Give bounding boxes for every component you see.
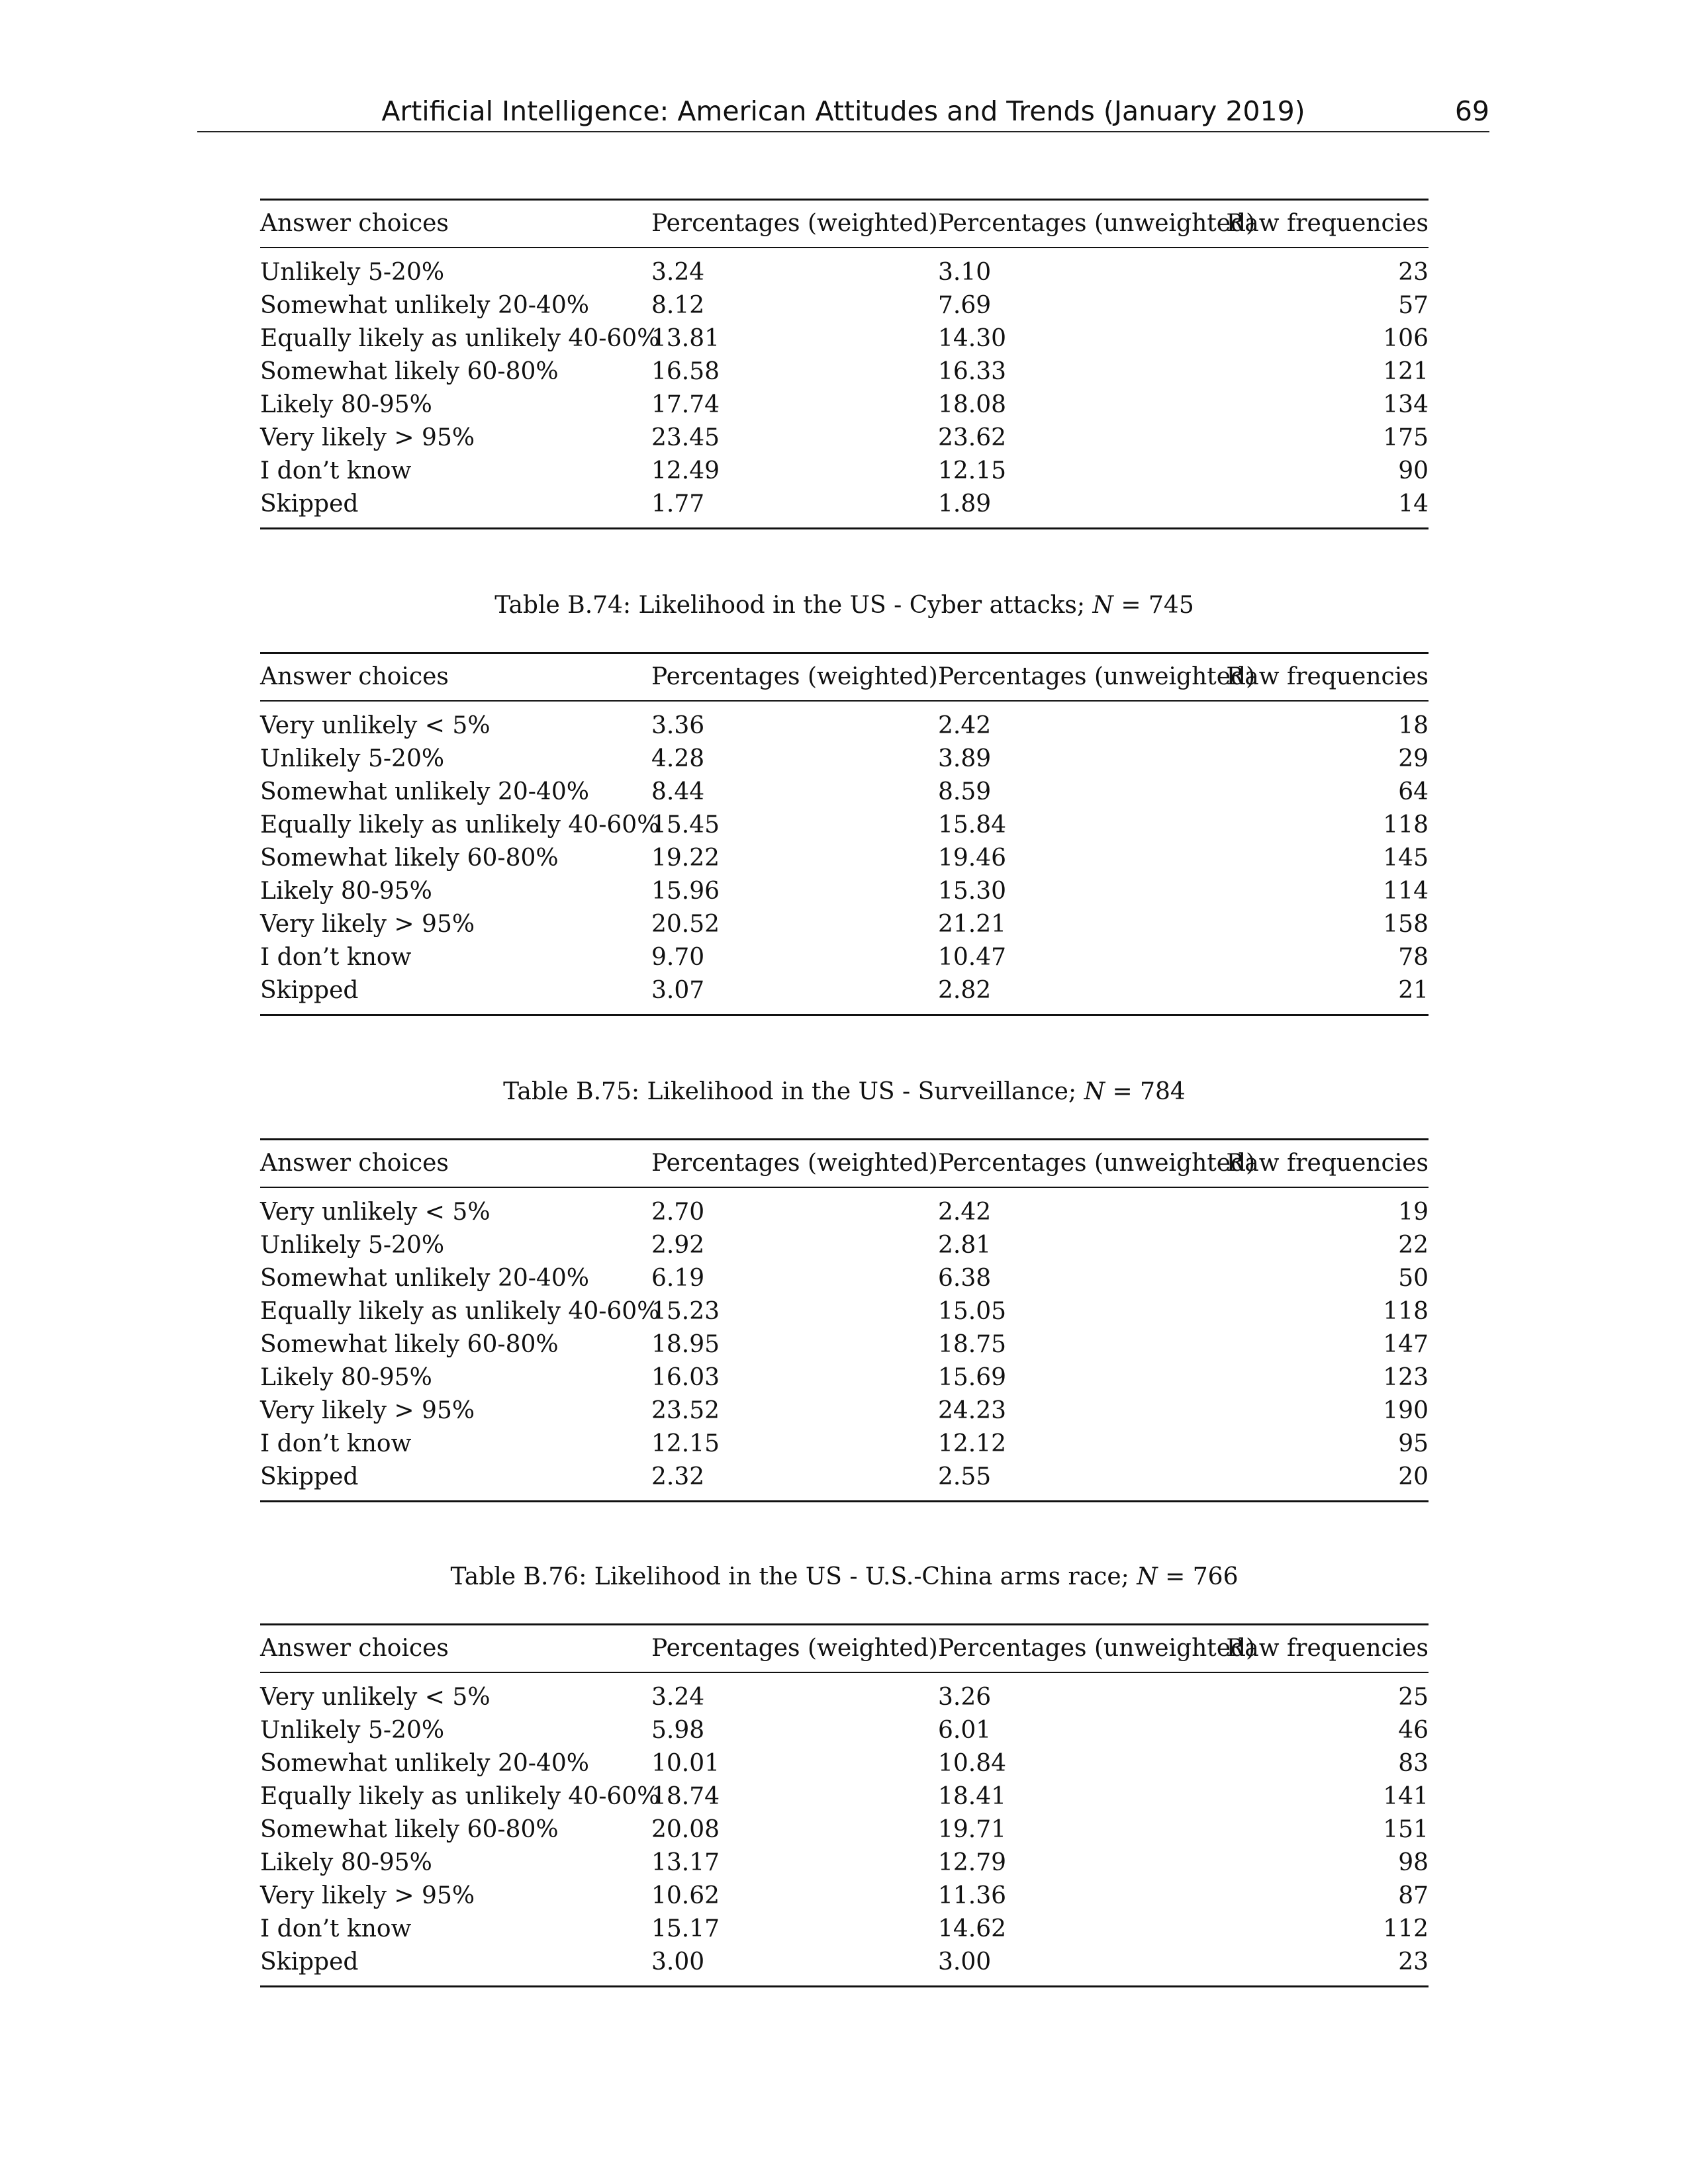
table-cell: 23.52 bbox=[651, 1397, 720, 1424]
table-cell: 25 bbox=[1398, 1684, 1429, 1711]
table-row bbox=[260, 1946, 1429, 1979]
table-cell: 23 bbox=[1398, 1948, 1429, 1976]
table-cell: 13.17 bbox=[651, 1849, 720, 1876]
table-cell: 12.49 bbox=[651, 457, 720, 484]
table-cell: 19 bbox=[1398, 1199, 1429, 1226]
table-row bbox=[260, 1780, 1429, 1813]
table-row bbox=[260, 875, 1429, 908]
table-row bbox=[260, 256, 1429, 289]
table-row bbox=[260, 1461, 1429, 1494]
table-cell: 5.98 bbox=[651, 1717, 705, 1744]
table-cell: 95 bbox=[1398, 1430, 1429, 1457]
table-cell: 15.17 bbox=[651, 1915, 720, 1942]
table-cell: 145 bbox=[1383, 844, 1429, 872]
table-cell: Somewhat likely 60-80% bbox=[260, 1331, 559, 1358]
table-cell: 151 bbox=[1383, 1816, 1429, 1843]
table-cell: 23 bbox=[1398, 259, 1429, 286]
table-cell: 12.15 bbox=[938, 457, 1007, 484]
header-row bbox=[260, 201, 1429, 247]
table-cell: 9.70 bbox=[651, 944, 705, 971]
table-cell: Somewhat unlikely 20-40% bbox=[260, 778, 589, 805]
table-row bbox=[260, 974, 1429, 1007]
page-number: 69 bbox=[1454, 95, 1489, 127]
table-cell: 1.77 bbox=[651, 490, 705, 518]
table-cell: 15.84 bbox=[938, 811, 1007, 839]
table-cell: 83 bbox=[1398, 1750, 1429, 1777]
table-body bbox=[260, 1673, 1429, 1985]
page-header bbox=[197, 91, 1489, 132]
column-header: Answer choices bbox=[260, 1150, 449, 1177]
table-row bbox=[260, 1747, 1429, 1780]
table-row bbox=[260, 1880, 1429, 1913]
table-cell: Somewhat likely 60-80% bbox=[260, 1816, 559, 1843]
table-row bbox=[260, 709, 1429, 743]
table-cell: 3.26 bbox=[938, 1684, 992, 1711]
table-cell: 14 bbox=[1398, 490, 1429, 518]
table-cell: 12.12 bbox=[938, 1430, 1007, 1457]
table-cell: Somewhat unlikely 20-40% bbox=[260, 1265, 589, 1292]
table-cell: 190 bbox=[1383, 1397, 1429, 1424]
table-row bbox=[260, 941, 1429, 974]
table-cell: 19.71 bbox=[938, 1816, 1007, 1843]
table-row bbox=[260, 1229, 1429, 1262]
table-cell: Very likely > 95% bbox=[260, 1882, 475, 1909]
column-header: Percentages (weighted) bbox=[651, 210, 938, 237]
column-header: Raw frequencies bbox=[1226, 663, 1429, 690]
table-cell: Unlikely 5-20% bbox=[260, 745, 445, 772]
table-cell: 3.00 bbox=[651, 1948, 705, 1976]
table-cell: 141 bbox=[1383, 1783, 1429, 1810]
bottom-rule bbox=[260, 1014, 1429, 1016]
table-cell: 24.23 bbox=[938, 1397, 1007, 1424]
table-row bbox=[260, 1394, 1429, 1428]
table-cell: 64 bbox=[1398, 778, 1429, 805]
table-cell: 46 bbox=[1398, 1717, 1429, 1744]
table-cell: 123 bbox=[1383, 1364, 1429, 1391]
header-row bbox=[260, 1625, 1429, 1672]
table-cell: 175 bbox=[1383, 424, 1429, 451]
column-header: Percentages (weighted) bbox=[651, 1150, 938, 1177]
column-header: Percentages (unweighted) bbox=[938, 1635, 1256, 1662]
bottom-rule bbox=[260, 527, 1429, 529]
table-row bbox=[260, 908, 1429, 941]
table-cell: 118 bbox=[1383, 811, 1429, 839]
table-cell: Equally likely as unlikely 40-60% bbox=[260, 325, 660, 352]
table-cell: Likely 80-95% bbox=[260, 878, 432, 905]
table-cell: Somewhat likely 60-80% bbox=[260, 844, 559, 872]
table-cell: 6.01 bbox=[938, 1717, 992, 1744]
table-cell: 13.81 bbox=[651, 325, 720, 352]
table-cell: 3.89 bbox=[938, 745, 992, 772]
table-cell: 114 bbox=[1383, 878, 1429, 905]
table-caption-b75: Table B.75: Likelihood in the US - Surveillance; N = 784 bbox=[503, 1078, 1186, 1105]
table-cell: 22 bbox=[1398, 1232, 1429, 1259]
table-cell: 15.96 bbox=[651, 878, 720, 905]
table-cell: 3.36 bbox=[651, 712, 705, 739]
table-cell: Very likely > 95% bbox=[260, 424, 475, 451]
table-cell: 2.42 bbox=[938, 1199, 992, 1226]
table-cell: 121 bbox=[1383, 358, 1429, 385]
table-cell: 4.28 bbox=[651, 745, 705, 772]
bottom-rule bbox=[260, 1500, 1429, 1502]
table-cell: 15.05 bbox=[938, 1298, 1007, 1325]
table-cell: 15.23 bbox=[651, 1298, 720, 1325]
data-table-continued bbox=[260, 199, 1429, 529]
table-cell: I don’t know bbox=[260, 457, 412, 484]
table-cell: 112 bbox=[1383, 1915, 1429, 1942]
table-cell: Very unlikely < 5% bbox=[260, 1199, 491, 1226]
table-cell: 29 bbox=[1398, 745, 1429, 772]
table-row bbox=[260, 422, 1429, 455]
table-cell: 19.46 bbox=[938, 844, 1007, 872]
table-row bbox=[260, 355, 1429, 388]
table-row bbox=[260, 1328, 1429, 1361]
table-row bbox=[260, 1295, 1429, 1328]
table-cell: 6.19 bbox=[651, 1265, 705, 1292]
table-cell: 18.74 bbox=[651, 1783, 720, 1810]
data-table-b76 bbox=[260, 1623, 1429, 1987]
table-cell: Likely 80-95% bbox=[260, 391, 432, 418]
table-cell: 8.59 bbox=[938, 778, 992, 805]
table-row bbox=[260, 809, 1429, 842]
table-cell: 15.69 bbox=[938, 1364, 1007, 1391]
table-cell: Somewhat unlikely 20-40% bbox=[260, 292, 589, 319]
table-cell: Skipped bbox=[260, 1463, 359, 1490]
table-cell: Unlikely 5-20% bbox=[260, 259, 445, 286]
table-cell: 23.62 bbox=[938, 424, 1007, 451]
column-header: Percentages (unweighted) bbox=[938, 210, 1256, 237]
header-row bbox=[260, 1140, 1429, 1187]
table-row bbox=[260, 455, 1429, 488]
table-row bbox=[260, 322, 1429, 355]
table-cell: 20.52 bbox=[651, 911, 720, 938]
table-cell: Likely 80-95% bbox=[260, 1364, 432, 1391]
column-header: Answer choices bbox=[260, 210, 449, 237]
table-cell: 87 bbox=[1398, 1882, 1429, 1909]
table-cell: 14.62 bbox=[938, 1915, 1007, 1942]
column-header: Answer choices bbox=[260, 1635, 449, 1662]
table-cell: 7.69 bbox=[938, 292, 992, 319]
column-header: Percentages (unweighted) bbox=[938, 1150, 1256, 1177]
table-cell: 2.92 bbox=[651, 1232, 705, 1259]
table-cell: 3.10 bbox=[938, 259, 992, 286]
table-cell: 8.12 bbox=[651, 292, 705, 319]
table-cell: 3.24 bbox=[651, 259, 705, 286]
table-body bbox=[260, 702, 1429, 1014]
table-cell: Very likely > 95% bbox=[260, 911, 475, 938]
column-header: Percentages (weighted) bbox=[651, 663, 938, 690]
table-cell: 78 bbox=[1398, 944, 1429, 971]
table-cell: Unlikely 5-20% bbox=[260, 1717, 445, 1744]
table-cell: Equally likely as unlikely 40-60% bbox=[260, 811, 660, 839]
table-cell: 12.15 bbox=[651, 1430, 720, 1457]
table-cell: Likely 80-95% bbox=[260, 1849, 432, 1876]
table-cell: 12.79 bbox=[938, 1849, 1007, 1876]
table-cell: 2.81 bbox=[938, 1232, 992, 1259]
table-cell: Very unlikely < 5% bbox=[260, 712, 491, 739]
table-cell: 2.55 bbox=[938, 1463, 992, 1490]
table-cell: 2.32 bbox=[651, 1463, 705, 1490]
table-row bbox=[260, 776, 1429, 809]
table-cell: 90 bbox=[1398, 457, 1429, 484]
table-cell: Very unlikely < 5% bbox=[260, 1684, 491, 1711]
table-row bbox=[260, 842, 1429, 875]
table-cell: 20 bbox=[1398, 1463, 1429, 1490]
table-cell: 1.89 bbox=[938, 490, 992, 518]
table-cell: 15.45 bbox=[651, 811, 720, 839]
table-cell: 11.36 bbox=[938, 1882, 1007, 1909]
table-cell: 18.08 bbox=[938, 391, 1007, 418]
table-cell: 17.74 bbox=[651, 391, 720, 418]
table-cell: 3.24 bbox=[651, 1684, 705, 1711]
table-cell: 6.38 bbox=[938, 1265, 992, 1292]
table-caption-b74: Table B.74: Likelihood in the US - Cyber attacks; N = 745 bbox=[494, 592, 1194, 619]
table-cell: 3.00 bbox=[938, 1948, 992, 1976]
table-cell: I don’t know bbox=[260, 1915, 412, 1942]
table-cell: I don’t know bbox=[260, 1430, 412, 1457]
column-header: Raw frequencies bbox=[1226, 210, 1429, 237]
column-header: Percentages (unweighted) bbox=[938, 663, 1256, 690]
table-cell: 21.21 bbox=[938, 911, 1007, 938]
table-cell: 3.07 bbox=[651, 977, 705, 1004]
table-cell: 23.45 bbox=[651, 424, 720, 451]
table-body bbox=[260, 248, 1429, 527]
table-cell: 147 bbox=[1383, 1331, 1429, 1358]
table-cell: 10.01 bbox=[651, 1750, 720, 1777]
table-cell: 2.42 bbox=[938, 712, 992, 739]
table-cell: 15.30 bbox=[938, 878, 1007, 905]
table-row bbox=[260, 1361, 1429, 1394]
header-row bbox=[260, 654, 1429, 700]
table-cell: 50 bbox=[1398, 1265, 1429, 1292]
table-cell: 19.22 bbox=[651, 844, 720, 872]
column-header: Raw frequencies bbox=[1226, 1635, 1429, 1662]
table-cell: 106 bbox=[1383, 325, 1429, 352]
table-cell: Somewhat likely 60-80% bbox=[260, 358, 559, 385]
data-table-b74 bbox=[260, 652, 1429, 1016]
table-cell: 16.58 bbox=[651, 358, 720, 385]
table-cell: 10.47 bbox=[938, 944, 1007, 971]
table-row bbox=[260, 1714, 1429, 1747]
table-cell: Skipped bbox=[260, 977, 359, 1004]
table-cell: 158 bbox=[1383, 911, 1429, 938]
table-cell: 8.44 bbox=[651, 778, 705, 805]
table-cell: Skipped bbox=[260, 1948, 359, 1976]
table-row bbox=[260, 488, 1429, 521]
table-cell: 14.30 bbox=[938, 325, 1007, 352]
table-cell: 2.82 bbox=[938, 977, 992, 1004]
table-row bbox=[260, 743, 1429, 776]
table-cell: 2.70 bbox=[651, 1199, 705, 1226]
table-row bbox=[260, 1681, 1429, 1714]
table-cell: 10.84 bbox=[938, 1750, 1007, 1777]
table-cell: 16.33 bbox=[938, 358, 1007, 385]
table-row bbox=[260, 1262, 1429, 1295]
table-row bbox=[260, 388, 1429, 422]
table-cell: 98 bbox=[1398, 1849, 1429, 1876]
table-cell: 10.62 bbox=[651, 1882, 720, 1909]
table-cell: 16.03 bbox=[651, 1364, 720, 1391]
table-cell: 18.75 bbox=[938, 1331, 1007, 1358]
table-cell: I don’t know bbox=[260, 944, 412, 971]
data-table-b75 bbox=[260, 1138, 1429, 1502]
table-row bbox=[260, 289, 1429, 322]
table-cell: Unlikely 5-20% bbox=[260, 1232, 445, 1259]
table-row bbox=[260, 1428, 1429, 1461]
table-caption-b76: Table B.76: Likelihood in the US - U.S.-China arms race; N = 766 bbox=[450, 1563, 1239, 1590]
table-cell: 18.41 bbox=[938, 1783, 1007, 1810]
table-cell: Somewhat unlikely 20-40% bbox=[260, 1750, 589, 1777]
running-title: Artificial Intelligence: American Attitudes and Trends (January 2019) bbox=[381, 95, 1305, 127]
table-cell: 21 bbox=[1398, 977, 1429, 1004]
table-cell: 134 bbox=[1383, 391, 1429, 418]
table-row bbox=[260, 1846, 1429, 1880]
table-cell: 57 bbox=[1398, 292, 1429, 319]
column-header: Answer choices bbox=[260, 663, 449, 690]
table-cell: 18 bbox=[1398, 712, 1429, 739]
table-cell: 20.08 bbox=[651, 1816, 720, 1843]
bottom-rule bbox=[260, 1985, 1429, 1987]
table-row bbox=[260, 1913, 1429, 1946]
table-cell: 118 bbox=[1383, 1298, 1429, 1325]
column-header: Raw frequencies bbox=[1226, 1150, 1429, 1177]
table-cell: Skipped bbox=[260, 490, 359, 518]
table-row bbox=[260, 1196, 1429, 1229]
table-cell: Equally likely as unlikely 40-60% bbox=[260, 1783, 660, 1810]
table-cell: Very likely > 95% bbox=[260, 1397, 475, 1424]
table-body bbox=[260, 1188, 1429, 1500]
table-cell: 18.95 bbox=[651, 1331, 720, 1358]
column-header: Percentages (weighted) bbox=[651, 1635, 938, 1662]
table-row bbox=[260, 1813, 1429, 1846]
table-cell: Equally likely as unlikely 40-60% bbox=[260, 1298, 660, 1325]
